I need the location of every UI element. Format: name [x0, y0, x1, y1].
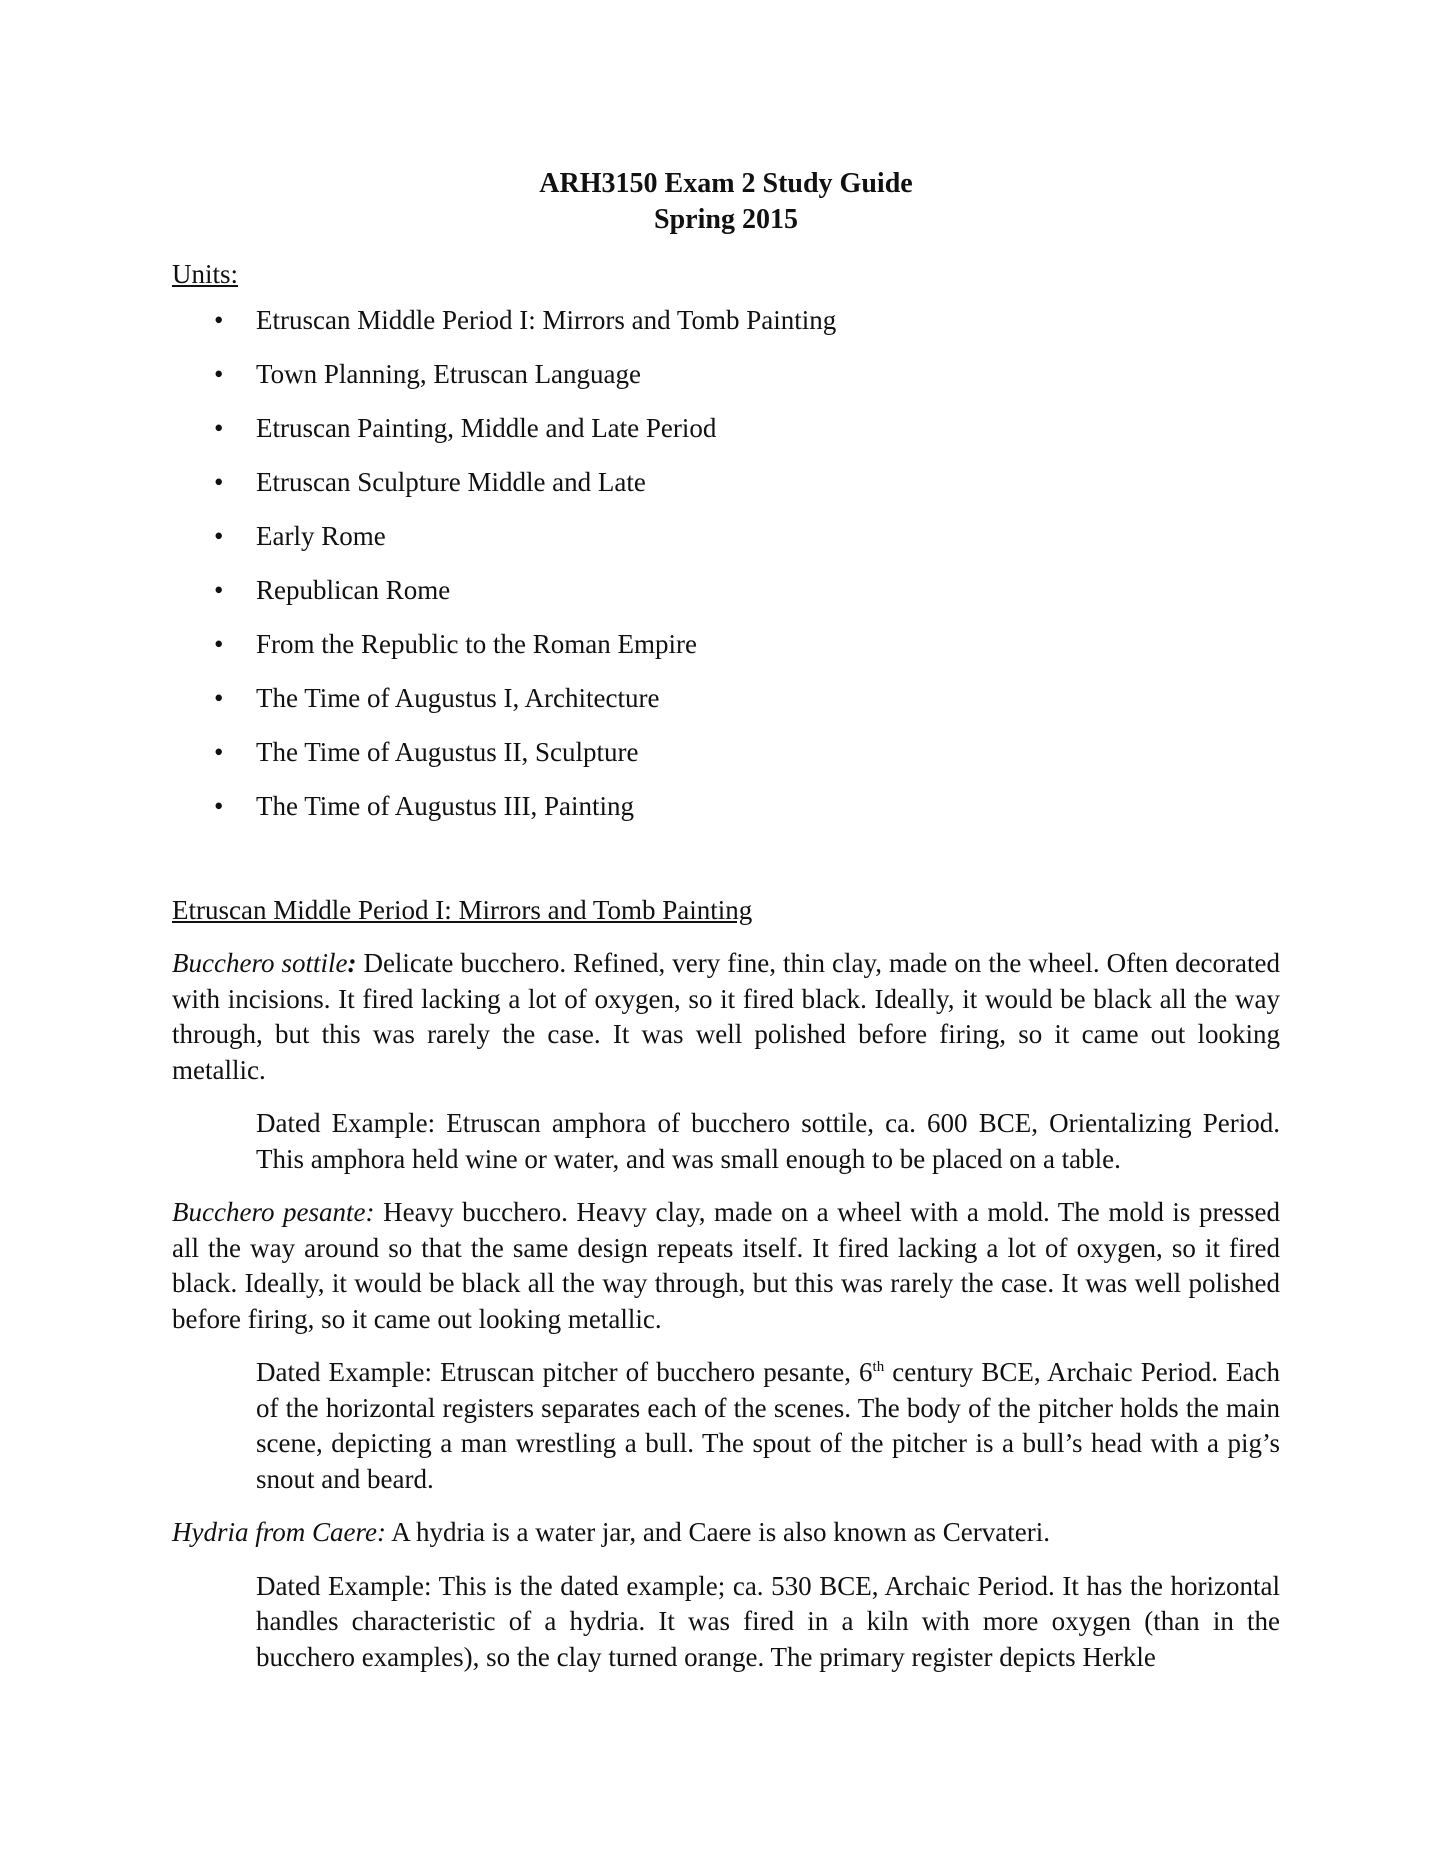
- entry-term-colon: :: [347, 948, 357, 978]
- entry-hydria-from-caere: [172, 1515, 1280, 1551]
- section-heading: Etruscan Middle Period I: Mirrors and Tomb Painting: [172, 895, 753, 925]
- unit-item: • From the Republic to the Roman Empire: [172, 626, 1280, 662]
- entry-text: Heavy bucchero. Heavy clay, made on a wheel with a mold. The mold is pressed all the way around so that the same design repeats itself. It fired lacking a lot of oxygen, so it fired black. Ideally, it would be black all the way through, but this was rarely the case. It was well polished before firing, so it came out looking metallic.: [172, 1197, 1280, 1334]
- entry-term: Bucchero pesante:: [172, 1197, 375, 1227]
- unit-item: • Etruscan Painting, Middle and Late Period: [172, 410, 1280, 446]
- entry-term: Bucchero sottile: [172, 948, 348, 978]
- units-list: [172, 302, 1280, 824]
- entry-text: Delicate bucchero. Refined, very fine, thin clay, made on the wheel. Often decorated with incisions. It fired lacking a lot of oxygen, so it fired black. Ideally, it would be black all the way through, but this was rarely the case. It was well polished before firing, so it came out looking metallic.: [172, 948, 1280, 1085]
- unit-item: • Town Planning, Etruscan Language: [172, 356, 1280, 392]
- entry-text: A hydria is a water jar, and Caere is also known as Cervateri.: [385, 1517, 1050, 1547]
- document-title: [172, 166, 1280, 238]
- units-label: Units:: [172, 259, 239, 289]
- dated-example-bucchero-pesante: [172, 1355, 1280, 1497]
- entry-bucchero-sottile: [172, 946, 1280, 1088]
- title-line-1: ARH3150 Exam 2 Study Guide: [539, 168, 913, 199]
- example-text-after: century BCE, Archaic Period. Each of the horizontal registers separates each of the scenes. The body of the pitcher holds the main scene, depicting a man wrestling a bull. The spout of the pitcher is a bull’s head with a pig’s snout and beard.: [256, 1357, 1280, 1494]
- entry-term: Hydria from Caere:: [172, 1517, 386, 1547]
- dated-example-hydria: Dated Example: This is the dated example; ca. 530 BCE, Archaic Period. It has the horizontal handles characteristic of a hydria. It was fired in a kiln with more oxygen (than in the bucchero examples), so the clay turned orange. The primary register depicts Herkle: [256, 1570, 1280, 1672]
- unit-item: • The Time of Augustus I, Architecture: [172, 680, 1280, 716]
- unit-item: • Etruscan Sculpture Middle and Late: [172, 464, 1280, 500]
- document-page: [172, 166, 1280, 1693]
- unit-item: • Republican Rome: [172, 572, 1280, 608]
- example-text-before: Dated Example: Etruscan pitcher of bucchero pesante, 6: [256, 1357, 873, 1387]
- unit-item: • Early Rome: [172, 518, 1280, 554]
- dated-example-bucchero-sottile: Dated Example: Etruscan amphora of bucchero sottile, ca. 600 BCE, Orientalizing Period. This amphora held wine or water, and was small enough to be placed on a table.: [256, 1108, 1280, 1174]
- unit-item: • The Time of Augustus II, Sculpture: [172, 734, 1280, 770]
- ordinal-superscript: th: [872, 1359, 885, 1375]
- unit-item: • The Time of Augustus III, Painting: [172, 788, 1280, 824]
- entry-bucchero-pesante: [172, 1195, 1280, 1337]
- unit-item: • Etruscan Middle Period I: Mirrors and Tomb Painting: [172, 302, 1280, 338]
- title-line-2: Spring 2015: [654, 204, 798, 235]
